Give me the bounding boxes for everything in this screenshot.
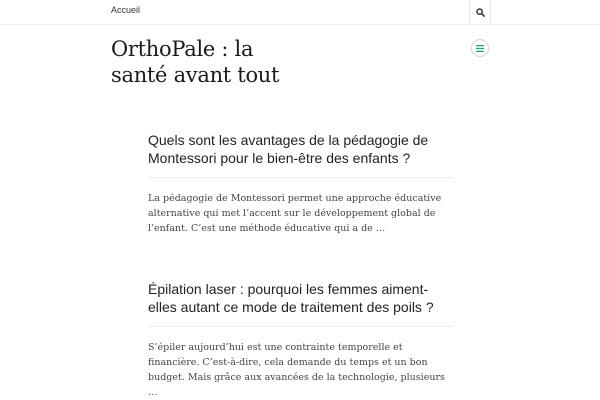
post-item [148,280,453,400]
menu-toggle-button[interactable] [471,39,489,57]
post-title-link[interactable]: Quels sont les avantages de la pédagogie de Montessori pour le bien-être des enfants ? [148,132,429,166]
top-navigation-bar [0,0,600,25]
nav-link-home[interactable]: Accueil [111,5,141,15]
post-item [148,131,453,236]
hamburger-menu-icon [476,45,484,52]
post-excerpt: S’épiler aujourd’hui est une contrainte temporelle et financière. C’est-à-dire, cela demande du temps et un bon budget. Mais grâce aux avancées de la technologie, plusieurs … [148,342,445,398]
site-title[interactable]: OrthoPale : la santé avant tout [111,37,280,87]
post-excerpt: La pédagogie de Montessori permet une approche éducative alternative qui met l’accent sur le développement global de l’enfant. C’est une méthode éducative qui a de … [148,193,442,234]
search-icon [476,8,485,17]
post-title-link[interactable]: Épilation laser : pourquoi les femmes aiment-elles autant ce mode de traitement des poils ? [148,281,434,315]
search-button[interactable] [469,0,491,24]
